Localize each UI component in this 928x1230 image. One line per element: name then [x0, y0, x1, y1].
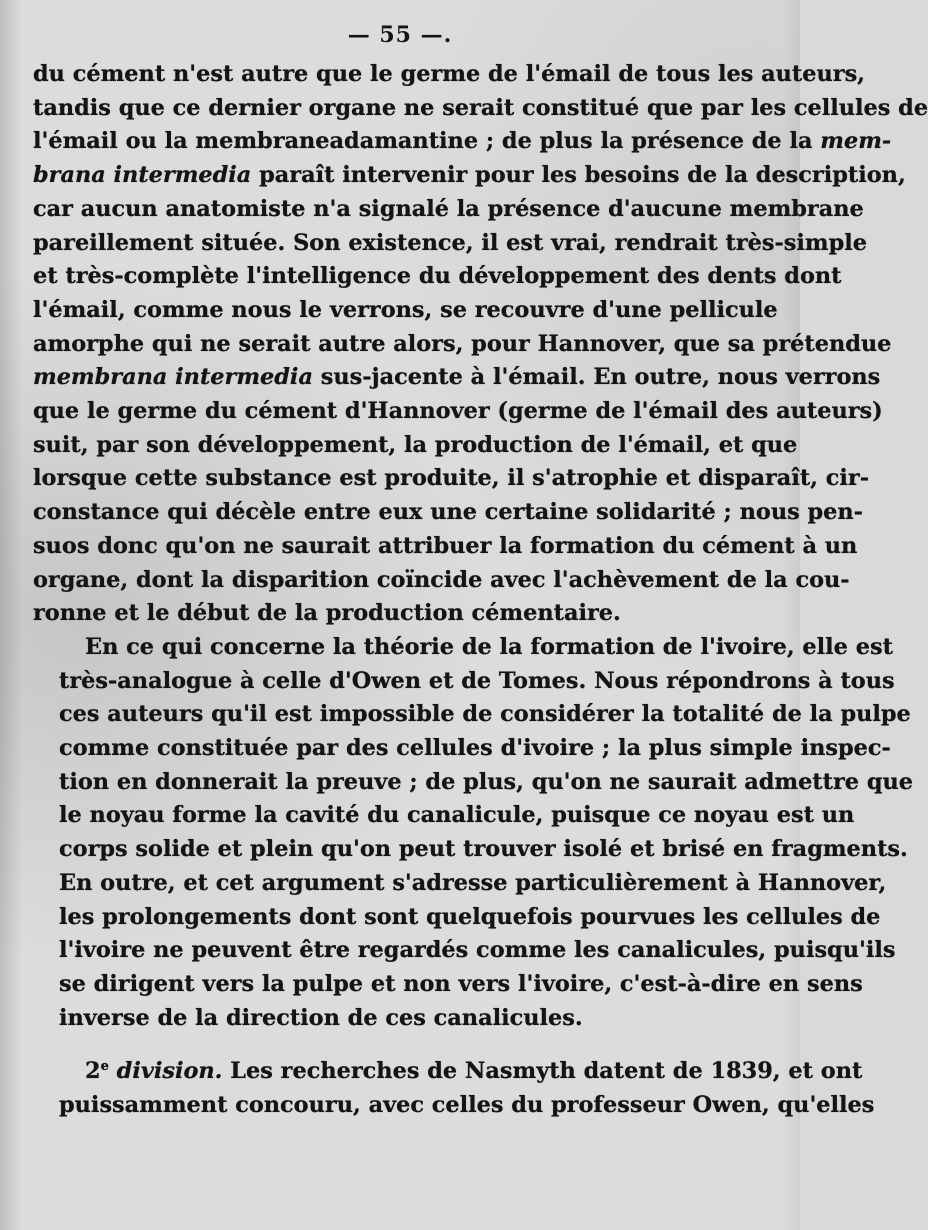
text-segment: constance qui décèle entre eux une certaine solidarité ; nous pen-	[33, 499, 863, 526]
text-segment: l'ivoire ne peuvent être regardés comme les canalicules, puisqu'ils	[59, 937, 896, 964]
text-segment: très-analogue à celle d'Owen et de Tomes. Nous répondrons à tous	[59, 667, 895, 694]
text-segment: ronne et le début de la production cémentaire.	[33, 600, 621, 627]
text-line	[33, 934, 896, 968]
text-line	[33, 496, 863, 530]
italic-text: division.	[116, 1058, 223, 1085]
text-line	[33, 901, 881, 935]
italic-text: membrana intermedia	[33, 364, 313, 391]
text-segment: et très-complète l'intelligence du développement des dents dont	[33, 263, 842, 290]
text-line	[33, 58, 865, 92]
text-segment: paraît intervenir pour les besoins de la description,	[251, 162, 906, 189]
text-line	[33, 227, 867, 261]
italic-text: brana intermedia	[33, 162, 252, 189]
text-line	[33, 1002, 729, 1036]
text-line	[33, 799, 855, 833]
text-line	[33, 260, 842, 294]
text-line	[33, 732, 891, 766]
text-line	[33, 564, 850, 598]
text-segment: que le germe du cément d'Hannover (germe de l'émail des auteurs)	[33, 398, 883, 425]
text-segment: lorsque cette substance est produite, il s'atrophie et disparaît, cir-	[33, 465, 869, 492]
text-segment: puissamment concouru, avec celles du professeur Owen, qu'elles	[59, 1092, 875, 1119]
text-segment: pareillement située. Son existence, il est vrai, rendrait très-simple	[33, 229, 867, 256]
text-segment: car aucun anatomiste n'a signalé la présence d'aucune membrane	[33, 195, 864, 222]
text-segment: du cément n'est autre que le germe de l'émail de tous les auteurs,	[33, 61, 865, 87]
text-line	[33, 631, 893, 665]
text-line	[33, 92, 928, 126]
text-line	[33, 294, 778, 328]
text-segment: ces auteurs qu'il est impossible de considérer la totalité de la pulpe	[59, 701, 911, 728]
text-line	[33, 597, 729, 631]
text-line	[33, 665, 895, 699]
superscript-text: e	[100, 1059, 109, 1075]
text-line	[33, 833, 908, 867]
text-segment: tandis que ce dernier organe ne serait constitué que par les cellules de	[33, 94, 928, 121]
text-segment: l'émail ou la membraneadamantine ; de plus la présence de la	[33, 128, 821, 155]
text-line	[33, 530, 858, 564]
italic-text: mem-	[820, 128, 892, 155]
paragraph-spacer	[33, 1035, 729, 1055]
text-line	[33, 462, 869, 496]
text-line	[33, 395, 883, 429]
page-number: — 55 —.	[347, 22, 453, 48]
text-line	[33, 159, 906, 193]
text-line	[33, 1055, 863, 1089]
text-line	[33, 429, 798, 463]
text-segment: le noyau forme la cavité du canalicule, puisque ce noyau est un	[59, 802, 855, 829]
text-segment	[109, 1058, 117, 1084]
text-segment: organe, dont la disparition coïncide avec l'achèvement de la cou-	[33, 566, 850, 593]
paragraph-3	[33, 1055, 875, 1122]
text-segment: suos donc qu'on ne saurait attribuer la formation du cément à un	[33, 532, 858, 559]
text-line	[33, 968, 863, 1002]
text-segment: En ce qui concerne la théorie de la formation de l'ivoire, elle est	[85, 633, 893, 660]
paragraph-1	[33, 58, 928, 631]
text-segment: 2	[85, 1058, 101, 1085]
text-line	[33, 867, 887, 901]
text-line	[33, 361, 881, 395]
text-segment: suit, par son développement, la production de l'émail, et que	[33, 431, 798, 458]
paragraph-2	[33, 631, 914, 1035]
body-text	[33, 58, 928, 1123]
text-line	[33, 328, 892, 362]
text-line	[33, 766, 914, 800]
text-segment: se dirigent vers la pulpe et non vers l'ivoire, c'est-à-dire en sens	[59, 970, 863, 997]
text-segment: En outre, et cet argument s'adresse particulièrement à Hannover,	[59, 869, 887, 896]
text-segment: inverse de la direction de ces canalicules.	[59, 1004, 583, 1031]
text-line	[33, 193, 864, 227]
text-segment: corps solide et plein qu'on peut trouver isolé et brisé en fragments.	[59, 836, 908, 863]
text-segment: amorphe qui ne serait autre alors, pour Hannover, que sa prétendue	[33, 330, 892, 357]
text-segment: comme constituée par des cellules d'ivoire ; la plus simple inspec-	[59, 735, 891, 762]
text-segment: les prolongements dont sont quelquefois pourvues les cellules de	[59, 903, 881, 930]
text-line	[33, 698, 911, 732]
text-segment: sus-jacente à l'émail. En outre, nous verrons	[312, 364, 881, 391]
text-segment: tion en donnerait la preuve ; de plus, qu'on ne saurait admettre que	[59, 768, 914, 795]
text-line	[33, 125, 892, 159]
text-segment: Les recherches de Nasmyth datent de 1839, et ont	[222, 1058, 863, 1085]
text-segment: l'émail, comme nous le verrons, se recouvre d'une pellicule	[33, 296, 778, 323]
text-line	[33, 1089, 875, 1123]
